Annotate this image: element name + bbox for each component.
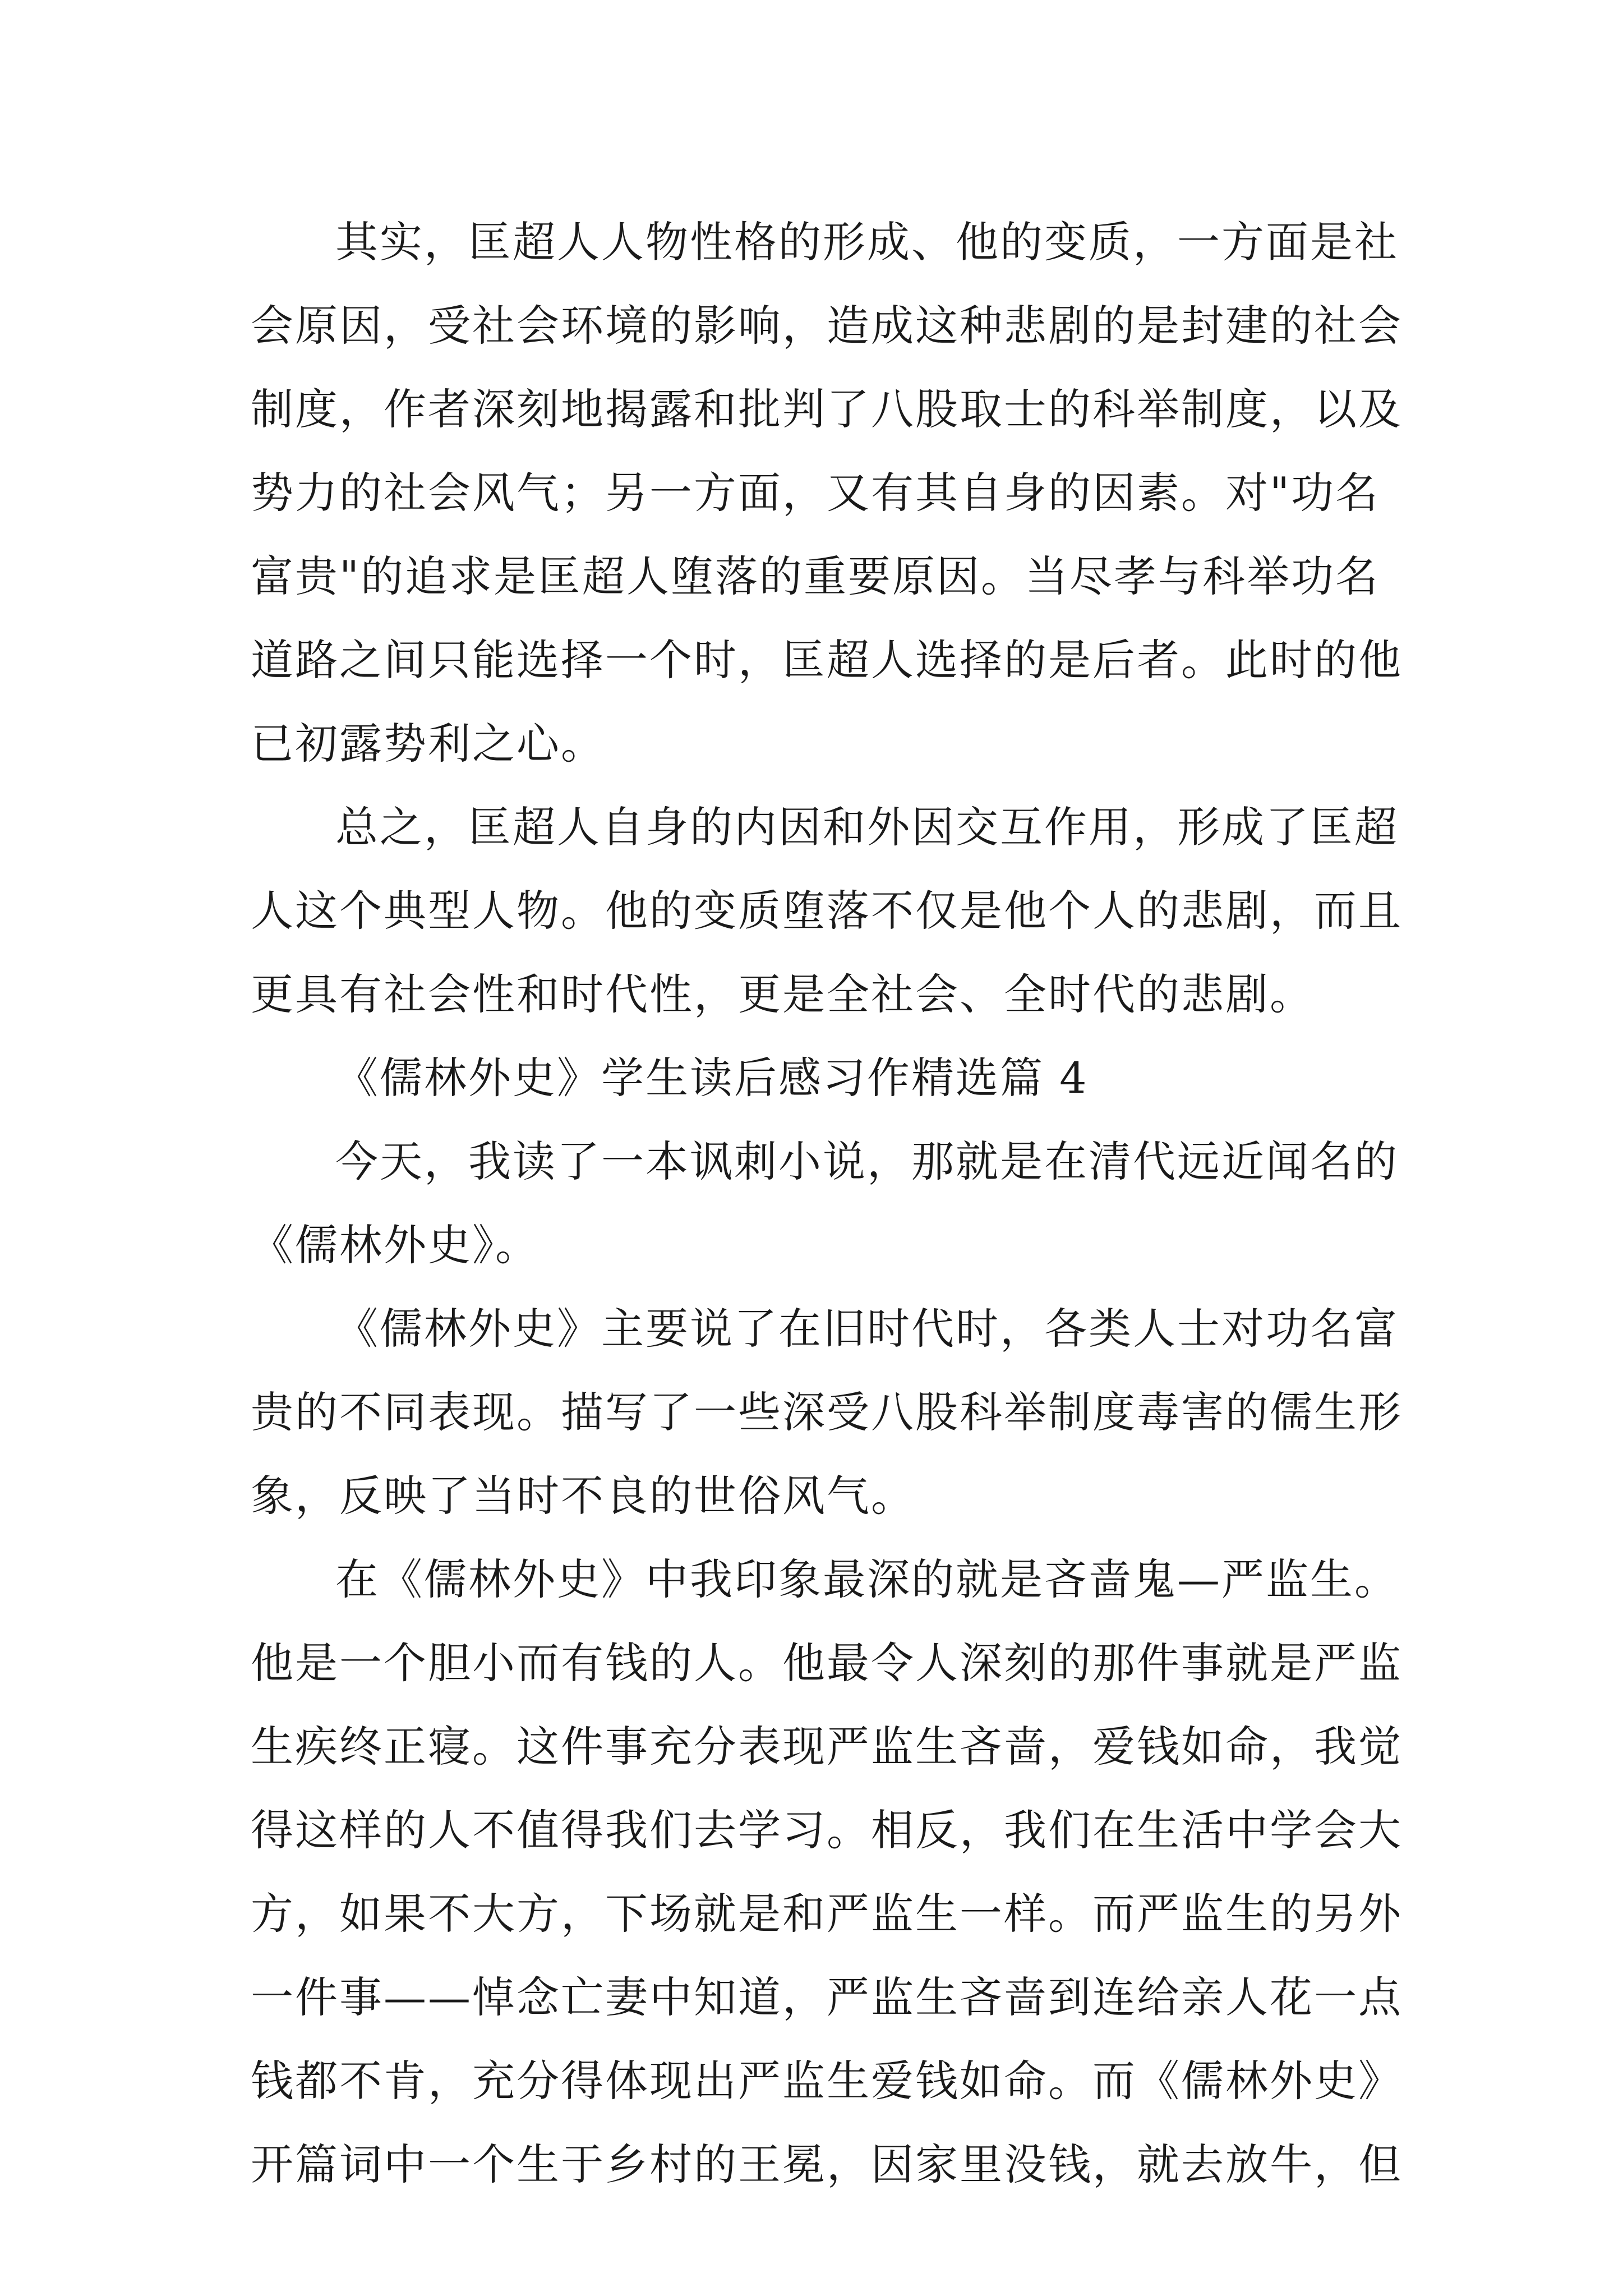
paragraph-1-line-7: 已初露势利之心。 (251, 719, 605, 769)
paragraph-5-line-3: 生疾终正寝。这件事充分表现严监生吝啬，爱钱如命，我觉 (251, 1722, 1403, 1772)
paragraph-5-line-7: 钱都不肯，充分得体现出严监生爱钱如命。而《儒林外史》 (251, 2056, 1403, 2106)
paragraph-4-line-3: 象，反映了当时不良的世俗风气。 (251, 1471, 915, 1521)
paragraph-5-line-2: 他是一个胆小而有钱的人。他最令人深刻的那件事就是严监 (251, 1638, 1403, 1688)
paragraph-3-line-1: 今天，我读了一本讽刺小说，那就是在清代远近闻名的 (335, 1137, 1399, 1186)
paragraph-5-line-1: 在《儒林外史》中我印象最深的就是吝啬鬼—严监生。 (335, 1554, 1399, 1604)
paragraph-5-line-8: 开篇词中一个生于乡村的王冕，因家里没钱，就去放牛，但 (251, 2139, 1403, 2189)
paragraph-5-line-6: 一件事——悼念亡妻中知道，严监生吝啬到连给亲人花一点 (251, 1972, 1403, 2022)
paragraph-1-line-4: 势力的社会风气；另一方面，又有其自身的因素。对"功名 (251, 468, 1380, 518)
paragraph-3-line-2: 《儒林外史》。 (251, 1220, 540, 1270)
paragraph-1-line-5: 富贵"的追求是匡超人堕落的重要原因。当尽孝与科举功名 (251, 551, 1380, 601)
paragraph-2-line-2: 人这个典型人物。他的变质堕落不仅是他个人的悲剧，而且 (251, 886, 1403, 936)
paragraph-1-line-1: 其实，匡超人人物性格的形成、他的变质，一方面是社 (335, 217, 1399, 267)
paragraph-4-line-2: 贵的不同表现。描写了一些深受八股科举制度毒害的儒生形 (251, 1387, 1403, 1437)
paragraph-1-line-6: 道路之间只能选择一个时，匡超人选择的是后者。此时的他 (251, 635, 1403, 685)
paragraph-4-line-1: 《儒林外史》主要说了在旧时代时，各类人士对功名富 (335, 1304, 1399, 1354)
paragraph-2-line-3: 更具有社会性和时代性，更是全社会、全时代的悲剧。 (251, 969, 1314, 1019)
paragraph-1-line-3: 制度，作者深刻地揭露和批判了八股取士的科举制度，以及 (251, 384, 1403, 434)
paragraph-5-line-4: 得这样的人不值得我们去学习。相反，我们在生活中学会大 (251, 1805, 1403, 1855)
paragraph-1-line-2: 会原因，受社会环境的影响，造成这种悲剧的是封建的社会 (251, 301, 1403, 351)
paragraph-5-line-5: 方，如果不大方，下场就是和严监生一样。而严监生的另外 (251, 1889, 1403, 1939)
section-heading: 《儒林外史》学生读后感习作精选篇 4 (335, 1053, 1089, 1103)
paragraph-2-line-1: 总之，匡超人自身的内因和外因交互作用，形成了匡超 (335, 802, 1399, 852)
